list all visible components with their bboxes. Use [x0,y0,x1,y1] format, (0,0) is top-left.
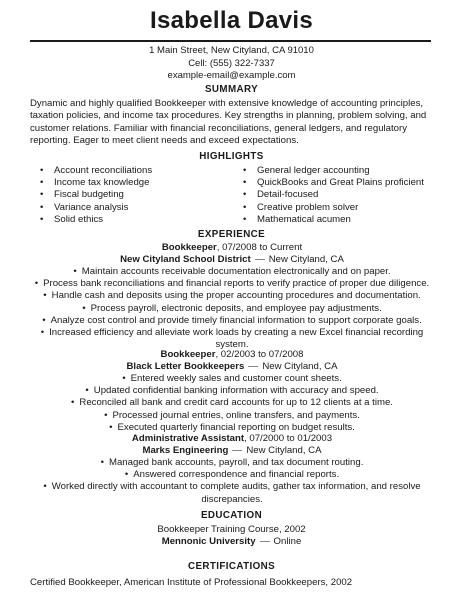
bullet-icon: • [42,314,46,326]
highlight-item: • QuickBooks and Great Plains proficient [243,177,424,189]
highlights-right-column [243,165,424,226]
education-heading: EDUCATION [200,510,263,521]
bullet-icon: • [122,373,126,384]
job-dates: , 07/2008 to Current [216,242,303,253]
summary-text [30,98,434,148]
bullet-icon: • [243,201,247,213]
list-item: • Process bank reconciliations and financial reports to verify practice of proper due diligence. [34,278,430,290]
header-divider [30,40,431,42]
bullet-icon: • [34,278,39,290]
bullet-icon: • [82,302,86,314]
bullet-icon: • [43,481,47,493]
list-item: • Managed bank accounts, payroll, and tax document routing. [100,457,364,468]
bullet-icon: • [85,385,89,397]
phone: Cell: (555) 322-7337 [188,57,275,69]
bullet-icon: • [40,213,44,225]
highlight-item: • Creative problem solver [243,201,359,213]
job-company: Black Letter Bookkeepers [126,361,245,373]
summary-line: customer relations. Familiar with financial reconciliations, general ledgers, and regulatory [30,122,407,134]
highlights-left-column [40,165,152,226]
list-item: • Increased efficiency and alleviate work loads by creating a new Excel financial recording [40,327,424,339]
bullet-icon: • [40,177,44,189]
bullet-icon: • [243,177,247,189]
education-school-line [0,536,463,548]
highlight-item: • Fiscal budgeting [40,189,124,201]
bullet-icon: • [100,457,104,468]
list-item: • Analyze cost control and provide timely financial information to support corporate goals. [42,314,422,326]
summary-line: reporting. Eager to meet client needs and exceed expectations. [30,135,299,147]
email: example-email@example.com [167,70,296,81]
education-school: Mennonic University [161,536,256,547]
bullet-icon: • [104,409,108,421]
list-item: • Entered weekly sales and customer count sheets. [122,373,342,384]
list-item: • Maintain accounts receivable documentation electronically and on paper. [73,266,391,277]
summary-line: Dynamic and highly qualified Bookkeeper with extensive knowledge of accounting principles, [30,98,424,109]
job-company: Marks Engineering [142,445,229,457]
job-title: Bookkeeper [160,349,216,360]
bullet-icon: • [40,327,45,339]
list-item: • Executed quarterly financial reporting on budget results. [109,421,355,433]
education-course: Bookkeeper Training Course, 2002 [157,524,306,535]
dash-separator [255,259,265,260]
highlight-item: • Solid ethics [40,213,104,225]
list-item: • Handle cash and deposits using the proper accounting procedures and documentation. [43,290,421,302]
job-company: New Cityland School District [120,254,251,266]
education-location: Online [273,536,302,547]
job-header [30,349,434,373]
candidate-name: Isabella Davis [150,7,313,34]
summary-line: taxation policies, and income tax procedures. Key strengths in planning, problem solving, and [30,110,427,122]
highlight-item: • Detail-focused [243,189,319,201]
list-item-continuation: discrepancies. [201,493,263,505]
job-location: New Cityland, CA [246,445,322,457]
list-item: • Updated confidential banking information with accuracy and speed. [85,385,379,397]
highlight-item: • Mathematical acumen [243,213,351,225]
highlight-item: • Income tax knowledge [40,177,150,189]
dash-separator [260,541,270,542]
job-bullets [30,457,434,506]
summary-heading: SUMMARY [204,84,259,95]
bullet-icon: • [40,165,44,176]
job-header [30,433,434,457]
bullet-icon: • [124,469,129,481]
bullet-icon: • [243,213,247,225]
list-item: • Reconciled all bank and credit card accounts for up to 12 clients at a time. [71,397,393,409]
list-item-continuation: system. [215,339,249,351]
bullet-icon: • [109,421,113,433]
contact-block [0,45,463,83]
highlight-item: • General ledger accounting [243,165,370,176]
dash-separator [232,450,242,451]
list-item: • Process payroll, electronic deposits, and employee pay adjustments. [82,302,382,314]
certification-line: Certified Bookkeeper, American Institute of Professional Bookkeepers, 2002 [30,577,353,588]
highlights-heading: HIGHLIGHTS [199,151,264,162]
job-dates: , 07/2000 to 01/2003 [244,433,333,444]
highlight-item: • Variance analysis [40,201,129,213]
job-header [30,242,434,266]
certifications-heading: CERTIFICATIONS [187,561,276,572]
list-item: • Answered correspondence and financial reports. [124,469,340,481]
job-title: Administrative Assistant [131,433,245,444]
bullet-icon: • [40,201,44,213]
bullet-icon: • [40,189,44,201]
bullet-icon: • [243,165,247,176]
bullet-icon: • [43,290,47,302]
job-location: New Cityland, CA [268,254,344,266]
job-bullets [30,266,434,351]
job-location: New Cityland, CA [262,361,338,373]
highlight-item: • Account reconciliations [40,165,153,176]
list-item: • Processed journal entries, online transfers, and payments. [104,409,360,421]
experience-heading: EXPERIENCE [197,229,266,240]
list-item: • Worked directly with accountant to complete audits, gather tax information, and resolve [43,481,421,493]
address: 1 Main Street, New Cityland, CA 91010 [149,45,314,56]
dash-separator [248,366,258,367]
job-bullets [30,373,434,434]
bullet-icon: • [73,266,77,277]
bullet-icon: • [243,189,247,201]
job-title: Bookkeeper [161,242,217,253]
job-dates: , 02/2003 to 07/2008 [215,349,304,360]
bullet-icon: • [71,397,75,409]
